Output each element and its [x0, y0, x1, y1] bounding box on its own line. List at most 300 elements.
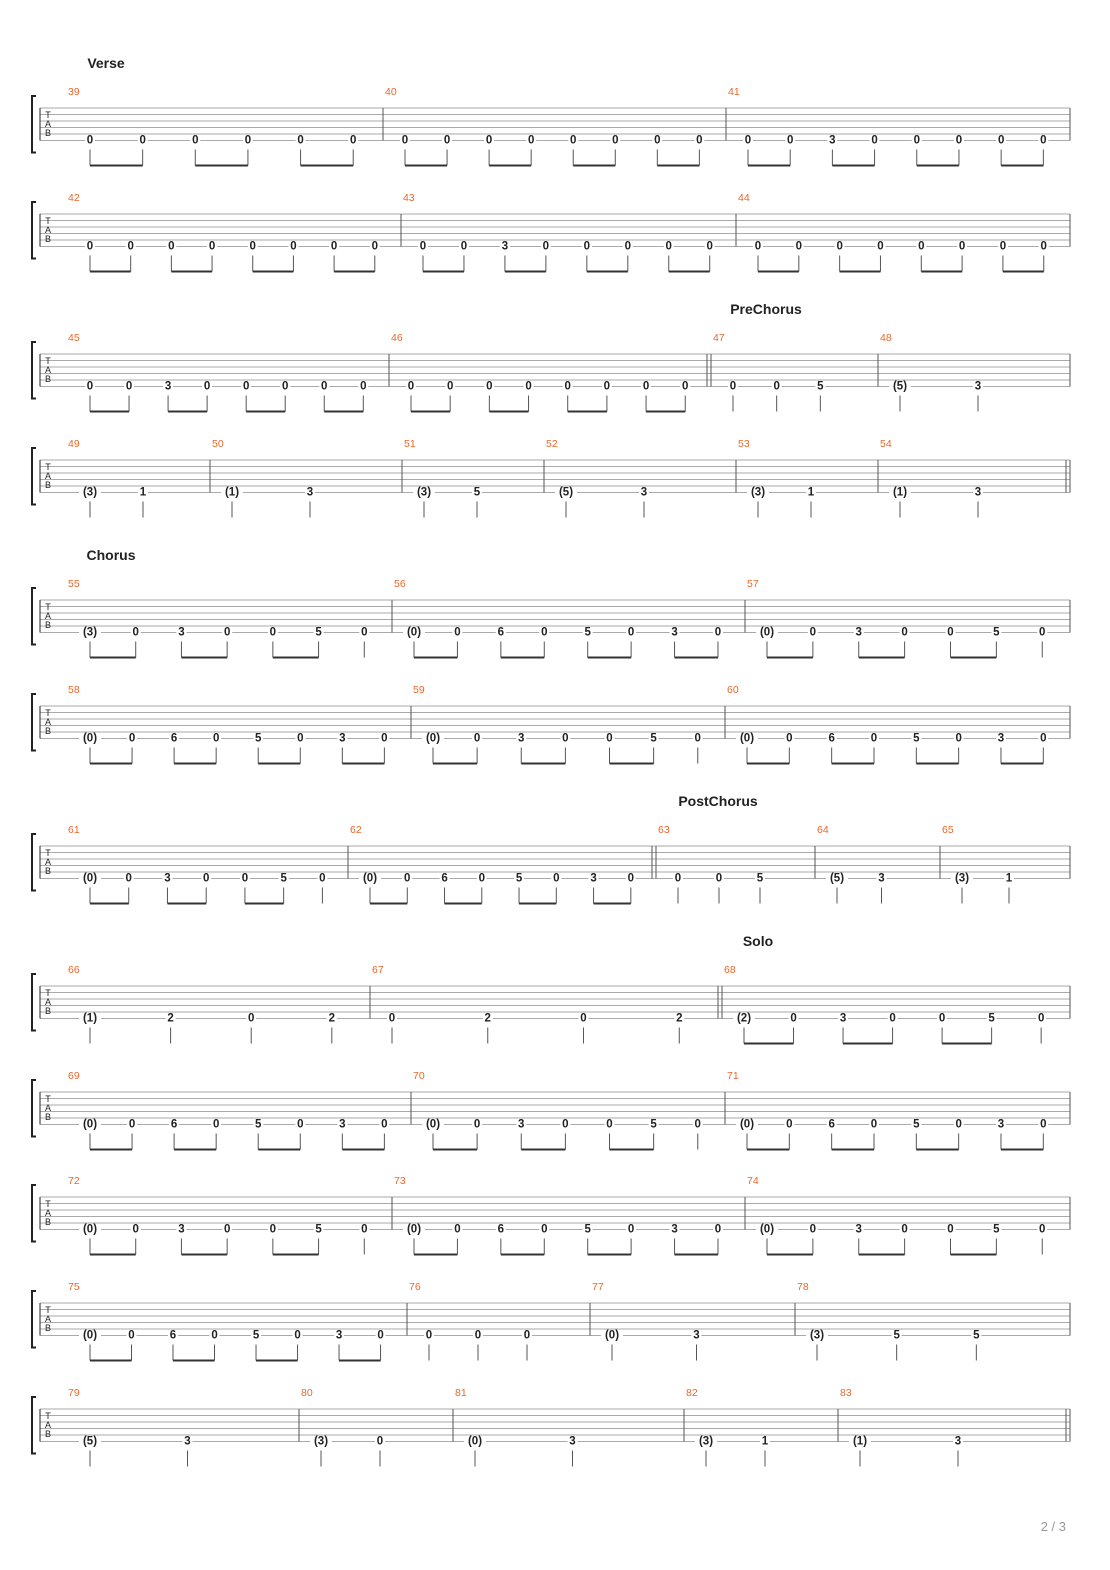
fret-number: 0	[744, 134, 752, 147]
fret-number: 0	[350, 134, 357, 147]
fret-number: (1)	[82, 1012, 98, 1025]
fret-number: 0	[877, 240, 884, 253]
measure-number: 80	[301, 1387, 313, 1399]
measure-number: 51	[404, 438, 416, 450]
fret-number: 0	[223, 1223, 231, 1236]
measure-number: 73	[394, 1175, 406, 1187]
fret-number: (0)	[362, 872, 378, 885]
measure-number: 65	[942, 824, 954, 836]
fret-number: 1	[761, 1435, 769, 1448]
fret-number: 0	[86, 134, 94, 147]
fret-number: 0	[809, 1223, 817, 1236]
fret-number: 0	[474, 1329, 482, 1342]
fret-number: 0	[754, 240, 762, 253]
fret-number: 0	[297, 1118, 304, 1131]
fret-number: 0	[999, 240, 1007, 253]
fret-number: 0	[682, 380, 689, 393]
fret-number: 0	[473, 1118, 481, 1131]
fret-number: 3	[178, 626, 185, 639]
fret-number: 0	[947, 626, 954, 639]
fret-number: 0	[790, 1012, 797, 1025]
measure-number: 68	[724, 964, 736, 976]
fret-number: 0	[297, 732, 304, 745]
fret-number: 0	[244, 134, 252, 147]
fret-number: 0	[938, 1012, 946, 1025]
tab-clef-letter: A	[44, 365, 52, 375]
tab-clef-letter: B	[44, 1217, 52, 1227]
fret-number: 0	[360, 380, 367, 393]
tab-clef-letter: T	[45, 1094, 51, 1104]
measure-number: 81	[455, 1387, 467, 1399]
fret-number: 0	[241, 872, 249, 885]
fret-number: 0	[128, 1329, 135, 1342]
tab-clef-letter: A	[44, 225, 52, 235]
fret-number: 0	[541, 1223, 548, 1236]
fret-number: 0	[583, 240, 591, 253]
fret-number: (0)	[759, 626, 775, 639]
fret-number: 0	[913, 134, 920, 147]
measure-number: 50	[212, 438, 224, 450]
fret-number: 0	[694, 732, 701, 745]
fret-number: 0	[125, 872, 132, 885]
fret-number: (0)	[759, 1223, 775, 1236]
tab-clef-letter: B	[44, 726, 52, 736]
tab-clef-letter: A	[44, 1420, 52, 1430]
fret-number: 0	[401, 134, 409, 147]
fret-number: 0	[642, 380, 650, 393]
measure-number: 69	[68, 1070, 80, 1082]
fret-number: 5	[255, 1118, 262, 1131]
measure-number: 52	[546, 438, 558, 450]
system-bracket	[32, 694, 36, 751]
fret-number: 0	[460, 240, 468, 253]
fret-number: (0)	[82, 872, 98, 885]
fret-number: 0	[541, 626, 548, 639]
fret-number: (0)	[82, 1223, 98, 1236]
fret-number: 5	[315, 1223, 322, 1236]
fret-number: 5	[255, 732, 262, 745]
measure-number: 76	[409, 1281, 421, 1293]
fret-number: 0	[958, 240, 966, 253]
fret-number: 5	[893, 1329, 900, 1342]
fret-number: 3	[184, 1435, 191, 1448]
fret-number: (1)	[224, 486, 240, 499]
fret-number: 0	[606, 732, 613, 745]
fret-number: (0)	[406, 1223, 422, 1236]
tab-clef-letter: B	[44, 1112, 52, 1122]
fret-number: (0)	[739, 732, 755, 745]
fret-number: 6	[828, 732, 835, 745]
fret-number: 3	[339, 732, 346, 745]
fret-number: 0	[542, 240, 550, 253]
tab-clef-letter: A	[44, 611, 52, 621]
fret-number: 0	[212, 1118, 220, 1131]
fret-number: 5	[988, 1012, 995, 1025]
measure-number: 61	[68, 824, 80, 836]
section-title: Solo	[742, 933, 774, 949]
fret-number: 0	[955, 134, 963, 147]
fret-number: 0	[955, 1118, 962, 1131]
fret-number: (3)	[750, 486, 766, 499]
fret-number: 0	[203, 380, 211, 393]
fret-number: 0	[419, 240, 427, 253]
fret-number: 0	[454, 626, 461, 639]
fret-number: 5	[584, 1223, 591, 1236]
fret-number: 0	[128, 732, 136, 745]
fret-number: (0)	[604, 1329, 620, 1342]
fret-number: 0	[208, 240, 216, 253]
fret-number: 0	[570, 134, 577, 147]
fret-number: 0	[249, 240, 256, 253]
system-bracket	[32, 96, 36, 153]
tab-clef-letter: T	[45, 462, 51, 472]
fret-number: 0	[407, 380, 415, 393]
fret-number: 0	[377, 1329, 384, 1342]
fret-number: 0	[627, 872, 635, 885]
fret-number: 0	[473, 732, 481, 745]
fret-number: 0	[901, 626, 908, 639]
fret-number: 0	[694, 1118, 701, 1131]
section-title: PreChorus	[730, 301, 802, 317]
fret-number: (0)	[739, 1118, 755, 1131]
measure-number: 53	[738, 438, 750, 450]
tab-clef-letter: A	[44, 1103, 52, 1113]
fret-number: 5	[756, 872, 764, 885]
tab-clef-letter: A	[44, 857, 52, 867]
fret-number: 0	[486, 380, 493, 393]
fret-number: (0)	[425, 1118, 441, 1131]
fret-number: 0	[714, 626, 722, 639]
fret-number: 0	[525, 380, 532, 393]
fret-number: 0	[294, 1329, 301, 1342]
fret-number: 0	[1040, 732, 1047, 745]
fret-number: 0	[654, 134, 661, 147]
fret-number: (3)	[698, 1435, 714, 1448]
fret-number: 6	[441, 872, 448, 885]
system-bracket	[32, 834, 36, 891]
fret-number: 0	[388, 1012, 396, 1025]
fret-number: 5	[817, 380, 824, 393]
measure-number: 46	[391, 332, 403, 344]
fret-number: (5)	[558, 486, 574, 499]
fret-number: (5)	[892, 380, 908, 393]
fret-number: 3	[164, 380, 172, 393]
fret-number: 3	[518, 1118, 525, 1131]
fret-number: 0	[446, 380, 454, 393]
fret-number: 0	[527, 134, 535, 147]
fret-number: 0	[132, 1223, 139, 1236]
tab-clef-letter: B	[44, 1429, 52, 1439]
fret-number: 0	[562, 732, 569, 745]
measure-number: 56	[394, 578, 406, 590]
system-bracket	[32, 1397, 36, 1454]
tab-clef-letter: B	[44, 128, 52, 138]
page-number: 2 / 3	[1040, 1519, 1066, 1534]
fret-number: 0	[955, 732, 962, 745]
fret-number: 2	[167, 1012, 174, 1025]
fret-number: 0	[361, 1223, 368, 1236]
fret-number: 0	[674, 872, 682, 885]
fret-number: 3	[829, 134, 836, 147]
fret-number: 0	[330, 240, 338, 253]
fret-number: 0	[1039, 626, 1046, 639]
fret-number: 3	[501, 240, 509, 253]
fret-number: 5	[252, 1329, 260, 1342]
fret-number: 0	[381, 1118, 388, 1131]
fret-number: 0	[1040, 1118, 1047, 1131]
fret-number: 0	[321, 380, 328, 393]
system-bracket	[32, 588, 36, 645]
fret-number: 0	[901, 1223, 908, 1236]
fret-number: 0	[242, 380, 250, 393]
fret-number: 3	[518, 732, 525, 745]
measure-number: 63	[658, 824, 670, 836]
measure-number: 44	[738, 192, 750, 204]
fret-number: 3	[997, 1118, 1005, 1131]
system-bracket	[32, 202, 36, 259]
fret-number: 0	[606, 1118, 613, 1131]
fret-number: 2	[676, 1012, 683, 1025]
measure-number: 42	[68, 192, 80, 204]
fret-number: 6	[497, 626, 505, 639]
tab-clef-letter: T	[45, 110, 51, 120]
measure-number: 45	[68, 332, 80, 344]
fret-number: 0	[443, 134, 451, 147]
tab-clef-letter: B	[44, 1323, 52, 1333]
fret-number: 5	[913, 1118, 920, 1131]
measure-number: 74	[747, 1175, 759, 1187]
fret-number: 0	[371, 240, 378, 253]
fret-number: 1	[139, 486, 147, 499]
fret-number: 0	[836, 240, 843, 253]
fret-number: 3	[590, 872, 597, 885]
measure-number: 72	[68, 1175, 80, 1187]
fret-number: 5	[280, 872, 287, 885]
fret-number: (3)	[416, 486, 432, 499]
tab-clef-letter: B	[44, 620, 52, 630]
tab-clef-letter: A	[44, 471, 52, 481]
fret-number: 0	[211, 1329, 218, 1342]
system-bracket	[32, 342, 36, 399]
fret-number: 0	[212, 732, 220, 745]
fret-number: 0	[361, 626, 368, 639]
fret-number: 5	[993, 626, 1000, 639]
fret-number: 0	[319, 872, 326, 885]
fret-number: 0	[612, 134, 619, 147]
measure-number: 47	[713, 332, 725, 344]
measure-number: 71	[727, 1070, 739, 1082]
fret-number: 3	[339, 1118, 346, 1131]
section-title: Verse	[87, 55, 125, 71]
fret-number: 3	[997, 732, 1005, 745]
fret-number: 0	[485, 134, 493, 147]
fret-number: 0	[454, 1223, 461, 1236]
fret-number: 0	[1040, 134, 1047, 147]
fret-number: 0	[404, 872, 411, 885]
fret-number: (1)	[892, 486, 908, 499]
fret-number: (2)	[736, 1012, 752, 1025]
measure-number: 70	[413, 1070, 425, 1082]
system-bracket	[32, 1185, 36, 1242]
fret-number: 0	[580, 1012, 587, 1025]
measure-number: 82	[686, 1387, 698, 1399]
system-bracket	[32, 974, 36, 1031]
fret-number: 0	[86, 380, 94, 393]
measure-number: 66	[68, 964, 80, 976]
fret-number: 5	[473, 486, 481, 499]
fret-number: 0	[202, 872, 210, 885]
fret-number: 3	[855, 626, 862, 639]
measure-number: 54	[880, 438, 892, 450]
fret-number: 2	[484, 1012, 491, 1025]
fret-number: (3)	[809, 1329, 825, 1342]
fret-number: (1)	[852, 1435, 868, 1448]
fret-number: 0	[918, 240, 925, 253]
fret-number: 0	[714, 1223, 722, 1236]
tab-clef-letter: T	[45, 356, 51, 366]
fret-number: 3	[164, 872, 171, 885]
fret-number: 0	[997, 134, 1005, 147]
fret-number: 6	[169, 1329, 177, 1342]
tab-clef-letter: B	[44, 480, 52, 490]
fret-number: (3)	[82, 486, 98, 499]
tab-clef-letter: B	[44, 1006, 52, 1016]
tab-clef-letter: T	[45, 216, 51, 226]
tab-clef-letter: A	[44, 997, 52, 1007]
fret-number: 0	[729, 380, 737, 393]
fret-number: 0	[870, 1118, 878, 1131]
fret-number: 0	[870, 732, 878, 745]
measure-number: 59	[413, 684, 425, 696]
tab-clef-letter: B	[44, 866, 52, 876]
fret-number: 5	[315, 626, 322, 639]
measure-number: 57	[747, 578, 759, 590]
measure-number: 62	[350, 824, 362, 836]
fret-number: 0	[627, 626, 635, 639]
fret-number: (0)	[467, 1435, 483, 1448]
fret-number: 3	[671, 1223, 678, 1236]
fret-number: 0	[786, 1118, 793, 1131]
fret-number: 3	[878, 872, 885, 885]
fret-number: 0	[127, 240, 134, 253]
fret-number: 0	[478, 872, 485, 885]
fret-number: 3	[954, 1435, 962, 1448]
fret-number: 0	[1037, 1012, 1045, 1025]
fret-number: 0	[290, 240, 297, 253]
fret-number: 0	[376, 1435, 384, 1448]
fret-number: 3	[974, 380, 982, 393]
fret-number: 0	[553, 872, 560, 885]
fret-number: 5	[913, 732, 920, 745]
measure-number: 43	[403, 192, 415, 204]
fret-number: 0	[128, 1118, 136, 1131]
measure-number: 58	[68, 684, 80, 696]
fret-number: 5	[993, 1223, 1000, 1236]
fret-number: 0	[425, 1329, 433, 1342]
tab-clef-letter: T	[45, 1199, 51, 1209]
measure-number: 78	[797, 1281, 809, 1293]
fret-number: 0	[715, 872, 723, 885]
fret-number: 2	[328, 1012, 336, 1025]
measure-number: 83	[840, 1387, 852, 1399]
system-bracket	[32, 1291, 36, 1348]
fret-number: 1	[807, 486, 815, 499]
fret-number: 0	[1039, 1223, 1046, 1236]
fret-number: 0	[871, 134, 878, 147]
fret-number: 6	[170, 1118, 178, 1131]
fret-number: 0	[665, 240, 672, 253]
fret-number: (3)	[82, 626, 98, 639]
fret-number: 0	[773, 380, 780, 393]
measure-number: 55	[68, 578, 80, 590]
fret-number: 0	[139, 134, 146, 147]
fret-number: 5	[584, 626, 591, 639]
tab-clef-letter: T	[45, 1305, 51, 1315]
fret-number: 0	[132, 626, 139, 639]
fret-number: 3	[693, 1329, 700, 1342]
fret-number: 0	[282, 380, 289, 393]
fret-number: 0	[223, 626, 231, 639]
fret-number: 0	[248, 1012, 255, 1025]
tab-clef-letter: B	[44, 234, 52, 244]
fret-number: (3)	[954, 872, 970, 885]
fret-number: (5)	[829, 872, 845, 885]
fret-number: 0	[381, 732, 388, 745]
tab-clef-letter: T	[45, 708, 51, 718]
fret-number: 0	[523, 1329, 531, 1342]
fret-number: 0	[269, 1223, 277, 1236]
fret-number: 0	[168, 240, 175, 253]
fret-number: 3	[569, 1435, 576, 1448]
fret-number: 6	[170, 732, 178, 745]
tab-clef-letter: A	[44, 1314, 52, 1324]
fret-number: 3	[974, 486, 982, 499]
system-bracket	[32, 448, 36, 505]
fret-number: 0	[795, 240, 803, 253]
fret-number: 0	[1040, 240, 1047, 253]
fret-number: 3	[640, 486, 648, 499]
fret-number: 3	[178, 1223, 185, 1236]
fret-number: 5	[973, 1329, 980, 1342]
tab-clef-letter: T	[45, 848, 51, 858]
tab-clef-letter: T	[45, 1411, 51, 1421]
tab-clef-letter: A	[44, 1208, 52, 1218]
fret-number: 0	[86, 240, 94, 253]
measure-number: 40	[385, 86, 397, 98]
fret-number: 3	[855, 1223, 862, 1236]
fret-number: (0)	[82, 732, 98, 745]
fret-number: 0	[786, 134, 794, 147]
fret-number: 0	[627, 1223, 635, 1236]
fret-number: 0	[269, 626, 277, 639]
fret-number: 0	[706, 240, 713, 253]
fret-number: 0	[562, 1118, 569, 1131]
fret-number: (3)	[313, 1435, 329, 1448]
fret-number: 1	[1005, 872, 1013, 885]
measure-number: 48	[880, 332, 892, 344]
fret-number: 0	[947, 1223, 954, 1236]
measure-number: 77	[592, 1281, 604, 1293]
fret-number: 0	[564, 380, 571, 393]
fret-number: 5	[515, 872, 523, 885]
measure-number: 39	[68, 86, 80, 98]
measure-number: 79	[68, 1387, 80, 1399]
tab-clef-letter: B	[44, 374, 52, 384]
fret-number: 0	[297, 134, 304, 147]
fret-number: 0	[125, 380, 133, 393]
measure-number: 67	[372, 964, 384, 976]
fret-number: (5)	[82, 1435, 98, 1448]
